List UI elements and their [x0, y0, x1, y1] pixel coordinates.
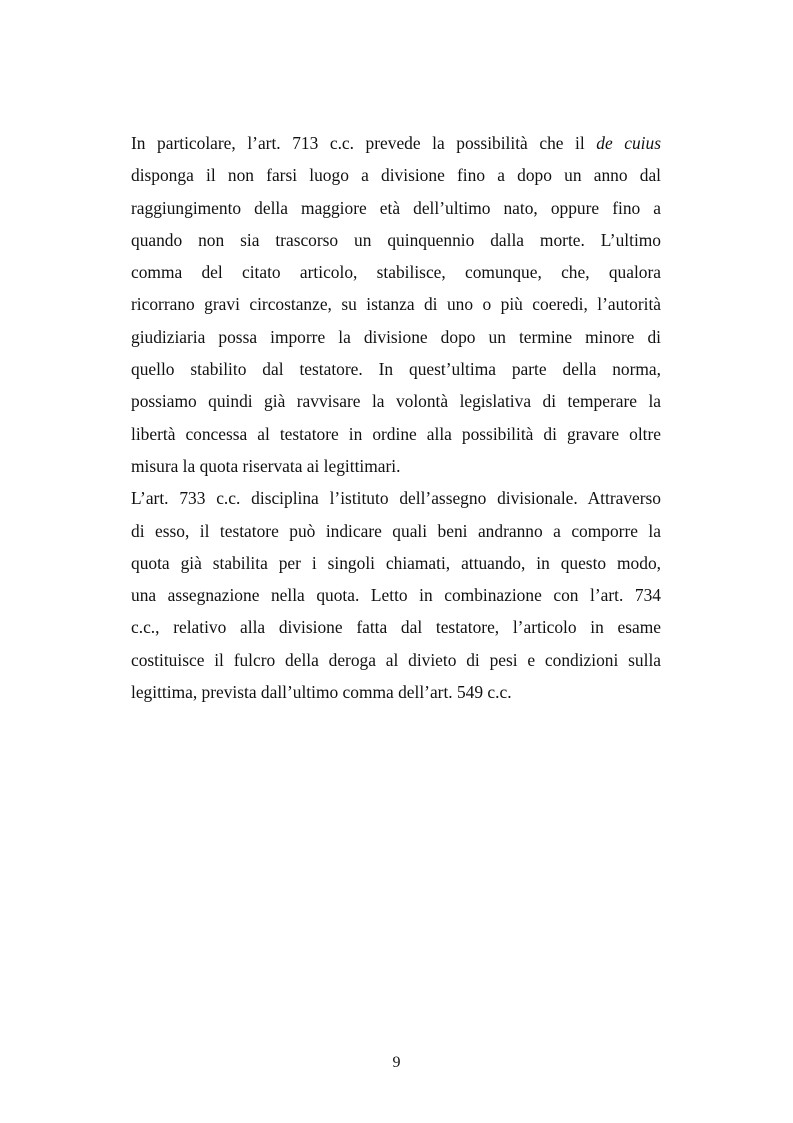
paragraph-line: una assegnazione nella quota. Letto in combinazione con l’art. 734: [131, 585, 661, 606]
paragraph-line: costituisce il fulcro della deroga al divieto di pesi e condizioni sulla: [131, 649, 661, 670]
paragraph-line: quello stabilito dal testatore. In quest’ultima parte della norma,: [131, 359, 661, 380]
paragraph-line: ricorrano gravi circostanze, su istanza di uno o più coeredi, l’autorità: [131, 294, 661, 315]
paragraph-line: legittima, prevista dall’ultimo comma dell’art. 549 c.c.: [131, 682, 512, 703]
paragraph-line: quota già stabilita per i singoli chiamati, attuando, in questo modo,: [131, 552, 661, 573]
paragraph-line: misura la quota riservata ai legittimari.: [131, 455, 401, 476]
paragraph-line: quando non sia trascorso un quinquennio dalla morte. L’ultimo: [131, 229, 661, 250]
paragraph-line: libertà concessa al testatore in ordine alla possibilità di gravare oltre: [131, 423, 661, 444]
paragraph-line: raggiungimento della maggiore età dell’ultimo nato, oppure fino a: [131, 197, 661, 218]
paragraph-2: [131, 482, 661, 708]
page-number: 9: [392, 1054, 401, 1071]
paragraph-line: c.c., relativo alla divisione fatta dal testatore, l’articolo in esame: [131, 617, 661, 638]
italic-term: de cuius: [596, 133, 661, 153]
paragraph-line: giudiziaria possa imporre la divisione dopo un termine minore di: [131, 326, 661, 347]
body-text: [131, 127, 661, 708]
paragraph-line: [131, 127, 661, 159]
line-text: In particolare, l’art. 713 c.c. prevede la possibilità che il: [131, 133, 597, 153]
paragraph-line: possiamo quindi già ravvisare la volontà legislativa di temperare la: [131, 391, 661, 412]
paragraph-line: L’art. 733 c.c. disciplina l’istituto dell’assegno divisionale. Attraverso: [131, 488, 661, 509]
paragraph-1: [131, 127, 661, 482]
paragraph-line: di esso, il testatore può indicare quali beni andranno a comporre la: [131, 520, 661, 541]
paragraph-line: comma del citato articolo, stabilisce, comunque, che, qualora: [131, 262, 661, 283]
paragraph-line: disponga il non farsi luogo a divisione fino a dopo un anno dal: [131, 165, 661, 186]
